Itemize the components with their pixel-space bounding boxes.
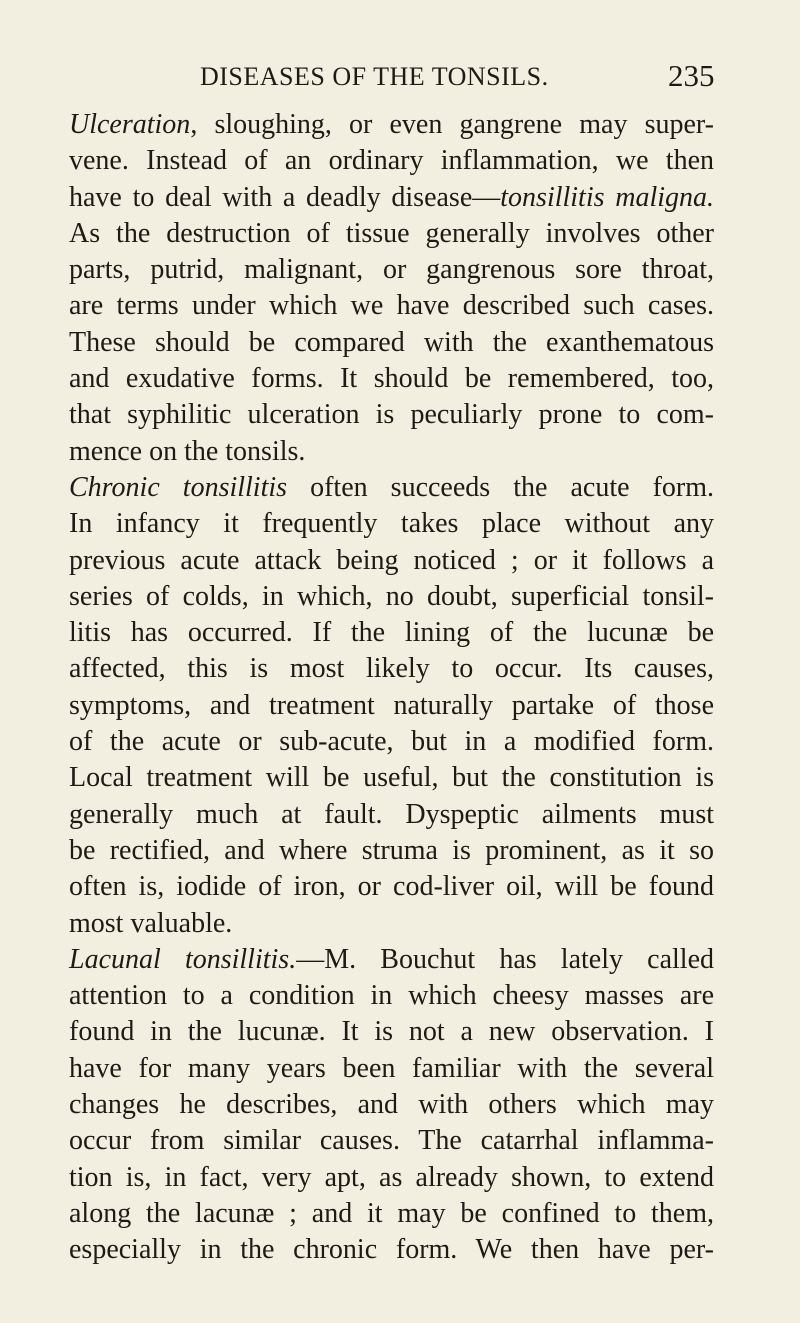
text-line [69,1160,714,1196]
text-line [69,434,714,470]
text-line [69,325,714,361]
text-line [69,651,714,687]
text-line [69,216,714,252]
text-line [69,361,714,397]
text-run: —M. Bouchut has lately called [296,943,715,975]
text-line [69,760,714,796]
text-run: along the lacunæ ; and it may be confined to them, [69,1197,714,1229]
text-line [69,107,714,143]
body-text [69,107,714,1269]
text-run: generally much at fault. Dyspeptic ailments must [69,798,714,830]
text-run: litis has occurred. If the lining of the lucunæ be [69,617,714,649]
page-number: 235 [668,58,715,93]
text-run: tion is, in fact, very apt, as already shown, to extend [69,1161,714,1193]
text-run: are terms under which we have described such cases. [69,290,714,322]
text-run: be rectified, and where struma is prominent, as it so [69,834,714,866]
text-line [69,1014,714,1050]
text-line [69,1123,714,1159]
text-run: found in the lucunæ. It is not a new observation. I [69,1016,714,1048]
text-run: have for many years been familiar with the several [69,1052,714,1084]
text-run: Local treatment will be useful, but the constitution is [69,762,714,794]
text-line [69,869,714,905]
text-line [69,833,714,869]
text-run: vene. Instead of an ordinary inflammation, we then [69,145,714,177]
text-run: mence on the tonsils. [69,435,306,467]
text-line [69,1232,714,1268]
italic-run: Lacunal tonsillitis. [69,943,297,975]
text-line [69,180,714,216]
text-line [69,506,714,542]
text-run: attention to a condition in which cheesy masses are [69,980,714,1012]
text-run: have to deal with a deadly disease— [69,181,501,213]
text-run: affected, this is most likely to occur. Its causes, [69,653,714,685]
text-run: especially in the chronic form. We then have per- [69,1234,714,1266]
text-run: previous acute attack being noticed ; or it follows a [69,544,714,576]
text-run: As the destruction of tissue generally involves other [69,217,714,249]
text-line [69,579,714,615]
text-run: These should be compared with the exanthematous [69,326,714,358]
text-run: and exudative forms. It should be remembered, too, [69,363,714,395]
text-run: parts, putrid, malignant, or gangrenous sore throat, [69,254,714,286]
text-run: series of colds, in which, no doubt, superficial tonsil- [69,580,714,612]
text-line [69,397,714,433]
italic-run: Chronic tonsillitis [69,471,288,503]
text-run: symptoms, and treatment naturally partake of those [69,689,714,721]
text-run: most valuable. [69,907,233,939]
text-line [69,724,714,760]
text-run: of the acute or sub-acute, but in a modified form. [69,726,714,758]
text-run: that syphilitic ulceration is peculiarly prone to com- [69,399,714,431]
text-run: often succeeds the acute form. [287,471,715,503]
text-run: changes he describes, and with others which may [69,1089,714,1121]
text-line [69,543,714,579]
italic-run: Ulceration [69,109,191,140]
running-title: DISEASES OF THE TONSILS. [200,62,549,91]
text-run: often is, iodide of iron, or cod-liver oil, will be found [69,871,714,903]
text-run: occur from similar causes. The catarrhal inflamma- [69,1125,714,1157]
text-line [69,288,714,324]
text-line [69,252,714,288]
italic-run: tonsillitis maligna. [500,181,715,213]
text-line [69,615,714,651]
text-line [69,797,714,833]
text-run: In infancy it frequently takes place without any [69,508,714,540]
text-line [69,470,714,506]
text-line [69,1087,714,1123]
text-line [69,942,714,978]
text-line [69,1196,714,1232]
text-line [69,978,714,1014]
text-line [69,688,714,724]
text-line [69,143,714,179]
text-line [69,906,714,942]
text-run: , sloughing, or even gangrene may super- [190,109,714,140]
text-line [69,1051,714,1087]
running-head [0,58,800,102]
